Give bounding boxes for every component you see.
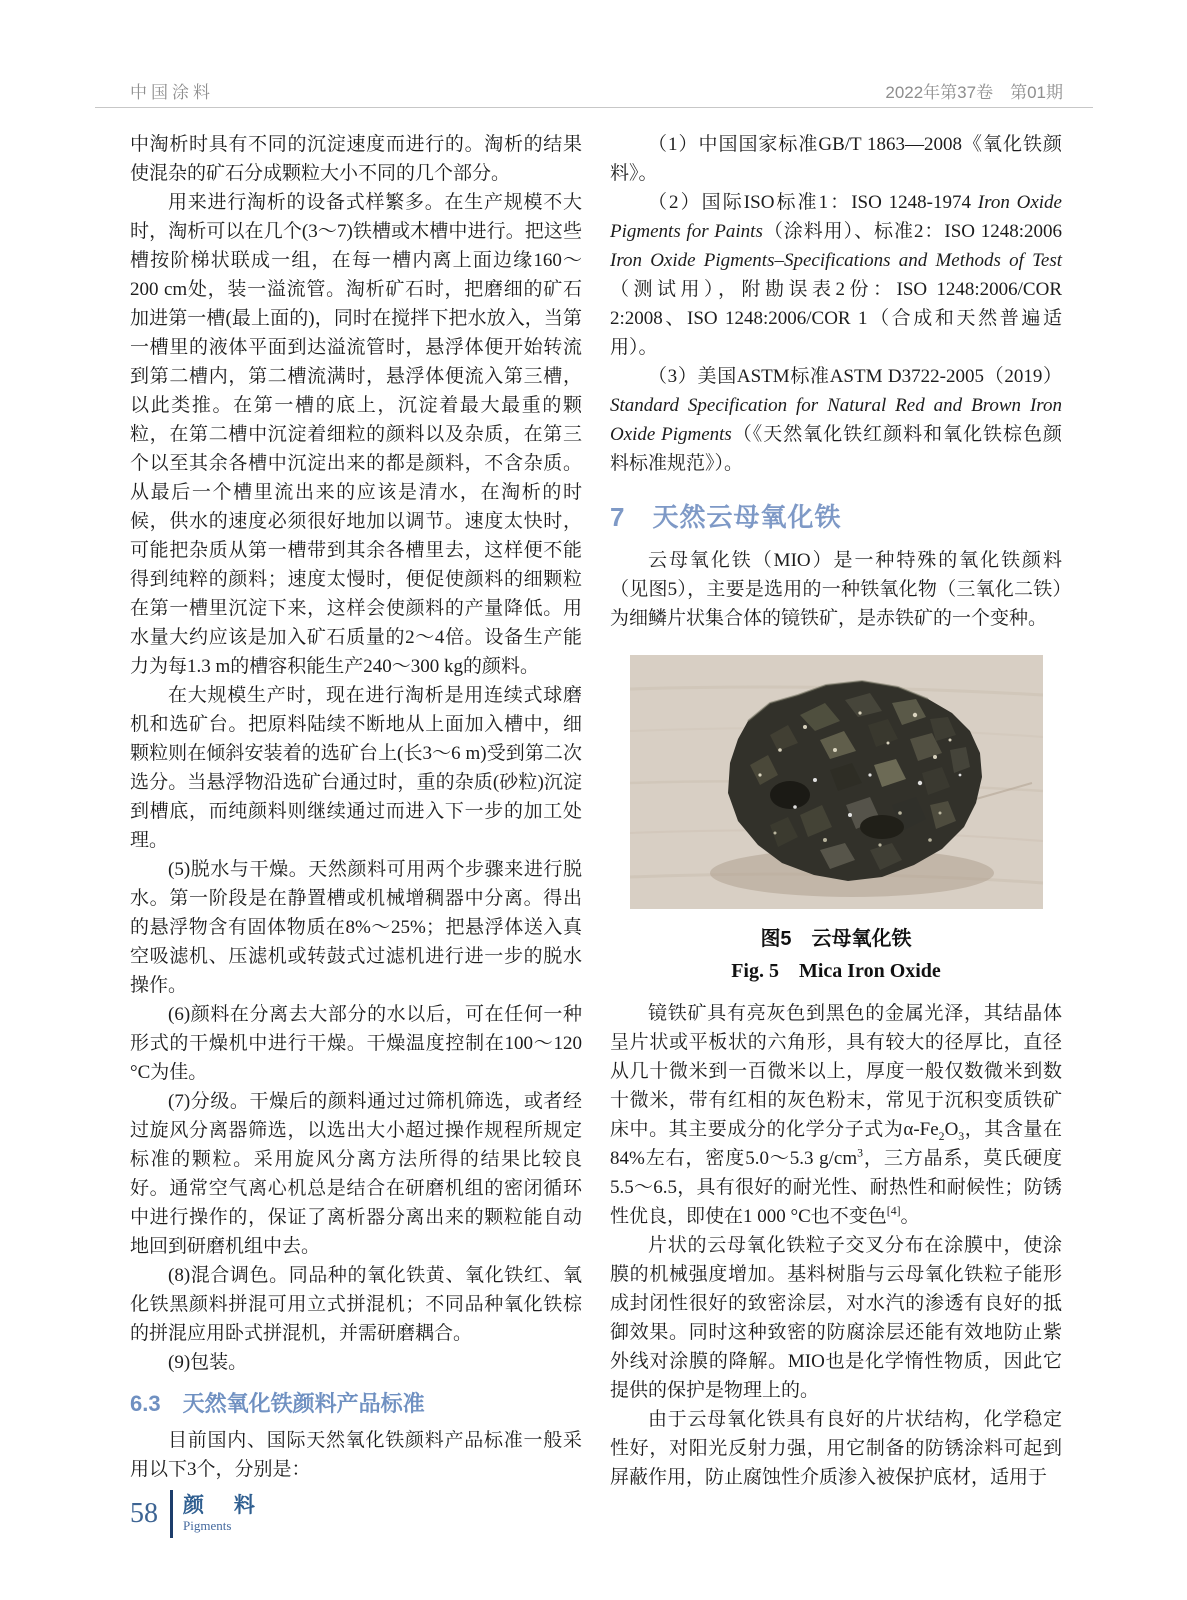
footer-section bbox=[183, 1494, 267, 1534]
paragraph-large-scale-production bbox=[130, 681, 582, 855]
journal-name: 中国涂料 bbox=[130, 83, 214, 102]
section-name-en: Pigments bbox=[183, 1518, 232, 1533]
text-segment: (7)分级。干燥后的颜料通过过筛机筛选，或者经过旋风分离器筛选，以选出大小超过操作规程所规定标准的颗粒。采用旋风分离方法所得的结果比较良好。通常空气离心机总是结合在研磨机组的密闭循环中进行操作的，保证了离析器分离出来的颗粒能自动地回到研磨机组中去。 bbox=[130, 1091, 582, 1257]
text-segment: 片状的云母氧化铁粒子交叉分布在涂膜中，使涂膜的机械强度增加。基料树脂与云母氧化铁粒子能形成封闭性很好的致密涂层，对水汽的渗透有良好的抵御效果。同时这种致密的防腐涂层还能有效地防止紫外线对涂膜的降解。MIO也是化学惰性物质，因此它提供的保护是物理上的。 bbox=[610, 1235, 1062, 1401]
text-segment: ，其含量在84%左右，密度5.0～5.3 g/cm bbox=[610, 1119, 1062, 1169]
figure-5 bbox=[610, 655, 1062, 987]
figure-caption-en: Fig. 5 Mica Iron Oxide bbox=[731, 960, 941, 982]
paragraph-step6-drying bbox=[130, 1000, 582, 1087]
paragraph-step5-dewatering bbox=[130, 855, 582, 1000]
text-segment: （2）国际ISO标准1：ISO 1248-1974 bbox=[648, 192, 978, 213]
text-segment: Iron Oxide Pigments for Paints bbox=[610, 192, 1062, 242]
paragraph-standards-intro bbox=[130, 1426, 582, 1484]
paragraph-elutriation-equipment bbox=[130, 188, 582, 681]
text-segment: 。 bbox=[900, 1206, 920, 1227]
text-segment: (8)混合调色。同品种的氧化铁黄、氧化铁红、氧化铁黑颜料拼混可用立式拼混机；不同品种氧化铁棕的拼混应用卧式拼混机，并需研磨耦合。 bbox=[130, 1265, 582, 1344]
text-segment: （《天然氧化铁红颜料和氧化铁棕色颜料标准规范》）。 bbox=[610, 424, 1062, 474]
text-segment: [4] bbox=[886, 1204, 901, 1218]
text-segment: (9)包装。 bbox=[168, 1352, 248, 1373]
left-column bbox=[130, 130, 582, 1492]
figure-caption-cn: 图5 云母氧化铁 bbox=[760, 928, 912, 950]
paragraph-mio-anticorrosion bbox=[610, 1405, 1062, 1492]
text-segment: （测试用），附勘误表2份：ISO 1248:2006/COR 2:2008、ISO 1248:2006/COR 1（合成和天然普遍适用）。 bbox=[610, 279, 1062, 358]
page-header bbox=[130, 78, 1063, 103]
header-rule bbox=[95, 107, 1093, 108]
paragraph-specularite-properties bbox=[610, 999, 1062, 1231]
paragraph-mio-film-properties bbox=[610, 1231, 1062, 1405]
page-number: 58 bbox=[130, 1498, 158, 1529]
paragraph-mio-intro bbox=[610, 546, 1062, 633]
paragraph-standard-2-iso bbox=[610, 188, 1062, 362]
paragraph-step8-blending bbox=[130, 1261, 582, 1348]
text-segment: 云母氧化铁（MIO）是一种特殊的氧化铁颜料（见图5），主要是选用的一种铁氧化物（三氧化二铁）为细鳞片状集合体的镜铁矿，是赤铁矿的一个变种。 bbox=[610, 550, 1062, 629]
right-column bbox=[610, 130, 1062, 1492]
page-footer bbox=[130, 1490, 267, 1538]
section-heading-6-3 bbox=[130, 1389, 582, 1419]
text-segment: (5)脱水与干燥。天然颜料可用两个步骤来进行脱水。第一阶段是在静置槽或机械增稠器中分离。得出的悬浮物含有固体物质在8%～25%；把悬浮体送入真空吸滤机、压滤机或转鼓式过滤机进行进一步的脱水操作。 bbox=[130, 859, 582, 996]
paragraph-step7-classification bbox=[130, 1087, 582, 1261]
text-segment: Standard Specification for Natural Red and Brown Iron Oxide Pigments bbox=[610, 395, 1062, 445]
text-segment: 用来进行淘析的设备式样繁多。在生产规模不大时，淘析可以在几个(3～7)铁槽或木槽中进行。把这些槽按阶梯状联成一组，在每一槽内离上面边缘160～200 cm处，装一溢流管。淘析矿石时，把磨细的矿石加进第一槽(最上面的)，同时在搅拌下把水放入，当第一槽里的液体平面到达溢流管时，悬浮体便开始转流到第二槽内，第二槽流满时，悬浮体便流入第三槽，以此类推。在第一槽的底上，沉淀着最大最重的颗粒，在第二槽中沉淀着细粒的颜料以及杂质，在第三个以至其余各槽中沉淀出来的都是颜料，不含杂质。从最后一个槽里流出来的应该是清水，在淘析的时候，供水的速度必须很好地加以调节。速度太快时，可能把杂质从第一槽带到其余各槽里去，这样便不能得到纯粹的颜料；速度太慢时，便促使颜料的细颗粒在第一槽里沉淀下来，这样会使颜料的产量降低。用水量大约应该是加入矿石质量的2～4倍。设备生产能力为每1.3 m的槽容积能生产240～300 kg的颜料。 bbox=[130, 192, 582, 677]
text-segment: （涂料用）、标准2：ISO 1248:2006 bbox=[762, 221, 1062, 242]
text-segment: 6.3 天然氧化铁颜料产品标准 bbox=[130, 1391, 425, 1416]
text-segment: （3）美国ASTM标准ASTM D3722-2005（2019） bbox=[648, 366, 1062, 387]
paragraph-continuation bbox=[130, 130, 582, 188]
text-segment: 中淘析时具有不同的沉淀速度而进行的。淘析的结果使混杂的矿石分成颗粒大小不同的几个部分。 bbox=[130, 134, 582, 184]
text-segment: O bbox=[944, 1119, 959, 1140]
text-segment: 镜铁矿具有亮灰色到黑色的金属光泽，其结晶体呈片状或平板状的六角形，具有较大的径厚比，直径从几十微米到一百微米以上，厚度一般仅数微米到数十微米，带有红相的灰色粉末，常见于沉积变质铁矿床中。其主要成分的化学分子式为α-Fe bbox=[610, 1003, 1062, 1140]
text-segment: ，三方晶系，莫氏硬度5.5～6.5，具有很好的耐光性、耐热性和耐候性；防锈性优良，即使在1 000 °C也不变色 bbox=[610, 1148, 1062, 1227]
text-segment: 在大规模生产时，现在进行淘析是用连续式球磨机和选矿台。把原料陆续不断地从上面加入槽中，细颗粒则在倾斜安装着的选矿台上(长3～6 m)受到第二次选分。当悬浮物沿选矿台通过时，重的杂质(砂粒)沉淀到槽底，而纯颜料则继续通过而进入下一步的加工处理。 bbox=[130, 685, 582, 851]
section-name-cn: 颜 料 bbox=[183, 1494, 267, 1517]
text-segment: 3 bbox=[857, 1146, 864, 1160]
paragraph-step9-packaging bbox=[130, 1348, 582, 1377]
footer-divider bbox=[170, 1490, 173, 1538]
text-segment: 7 天然云母氧化铁 bbox=[610, 502, 842, 532]
article-body bbox=[130, 130, 1062, 1492]
text-segment: 2 bbox=[938, 1129, 945, 1143]
text-segment: 目前国内、国际天然氧化铁颜料产品标准一般采用以下3个，分别是： bbox=[130, 1430, 582, 1480]
text-segment: 3 bbox=[958, 1129, 965, 1143]
text-segment: (6)颜料在分离去大部分的水以后，可在任何一种形式的干燥机中进行干燥。干燥温度控制在100～120 °C为佳。 bbox=[130, 1004, 582, 1083]
issue-info: 2022年第37卷 第01期 bbox=[885, 83, 1063, 102]
mica-iron-oxide-photo-icon bbox=[630, 655, 1043, 909]
text-segment: 由于云母氧化铁具有良好的片状结构，化学稳定性好，对阳光反射力强，用它制备的防锈涂料可起到屏蔽作用，防止腐蚀性介质渗入被保护底材，适用于 bbox=[610, 1409, 1062, 1488]
text-segment: Iron Oxide Pigments–Specifications and Methods of Test bbox=[610, 250, 1062, 271]
text-segment: （1）中国国家标准GB/T 1863—2008《氧化铁颜料》。 bbox=[610, 134, 1062, 184]
figure-caption bbox=[610, 923, 1062, 987]
paragraph-standard-1-gb bbox=[610, 130, 1062, 188]
paragraph-standard-3-astm bbox=[610, 362, 1062, 478]
section-heading-7 bbox=[610, 500, 1062, 534]
